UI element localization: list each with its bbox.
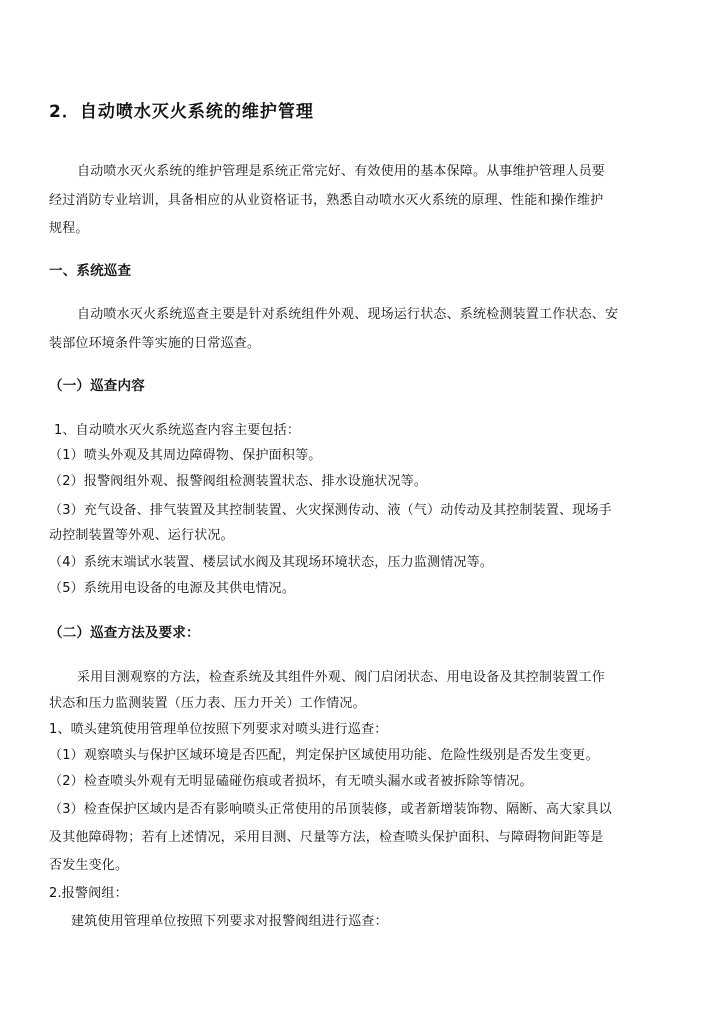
- sub2-heading: （二）巡查方法及要求：: [49, 625, 200, 641]
- sub1-heading: （一）巡查内容: [49, 378, 145, 394]
- sub1-line-1: 1、自动喷水灭火系统巡查内容主要包括：: [54, 423, 301, 438]
- sub2-line-1: 1、喷头建筑使用管理单位按照下列要求对喷头进行巡查：: [49, 722, 388, 737]
- sub2-para-line-1: 采用目测观察的方法，检查系统及其组件外观、阀门启闭状态、用电设备及其控制装置工作: [77, 670, 606, 685]
- section1-heading: 一、系统巡查: [49, 263, 132, 279]
- sub2-line-3: （2）检查喷头外观有无明显磕碰伤痕或者损坏，有无喷头漏水或者被拆除等情况。: [49, 774, 533, 789]
- sub2-line-6: 否发生变化。: [49, 858, 129, 873]
- intro-line-1: 自动喷水灭火系统的维护管理是系统正常完好、有效使用的基本保障。从事维护管理人员要: [77, 164, 606, 179]
- sub2-para-line-2: 状态和压力监测装置（压力表、压力开关）工作情况。: [49, 696, 366, 711]
- sub1-line-6: （4）系统末端试水装置、楼层试水阀及其现场环境状态，压力监测情况等。: [49, 555, 494, 570]
- section1-para-line-1: 自动喷水灭火系统巡查主要是针对系统组件外观、现场运行状态、系统检测装置工作状态、安: [77, 307, 619, 322]
- sub1-line-5: 动控制装置等外观、运行状况。: [49, 528, 234, 543]
- sub1-line-4: （3）充气设备、排气装置及其控制装置、火灾探测传动、液（气）动传动及其控制装置、现场手: [49, 503, 612, 518]
- sub2-line-2: （1）观察喷头与保护区域环境是否匹配，判定保护区域使用功能、危险性级别是否发生变更。: [49, 748, 599, 763]
- section1-para-line-2: 装部位环境条件等实施的日常巡查。: [49, 336, 261, 351]
- intro-line-3: 规程。: [49, 221, 89, 236]
- sub2-line-4: （3）检查保护区域内是否有影响喷头正常使用的吊顶装修，或者新增装饰物、隔断、高大家具以: [49, 802, 612, 817]
- intro-line-2: 经过消防专业培训，具备相应的从业资格证书，熟悉自动喷水灭火系统的原理、性能和操作维护: [49, 193, 604, 208]
- sub2-line-7: 2.报警阀组：: [49, 886, 128, 901]
- sub1-line-7: （5）系统用电设备的电源及其供电情况。: [49, 581, 296, 596]
- sub1-line-3: （2）报警阀组外观、报警阀组检测装置状态、排水设施状况等。: [49, 474, 428, 489]
- page-title: 2．自动喷水灭火系统的维护管理: [49, 102, 314, 122]
- sub1-line-2: （1）喷头外观及其周边障碍物、保护面积等。: [49, 448, 322, 463]
- sub2-line-8: 建筑使用管理单位按照下列要求对报警阀组进行巡查：: [71, 914, 388, 929]
- sub2-line-5: 及其他障碍物；若有上述情况，采用目测、尺量等方法，检查喷头保护面积、与障碍物间距等是: [49, 830, 604, 845]
